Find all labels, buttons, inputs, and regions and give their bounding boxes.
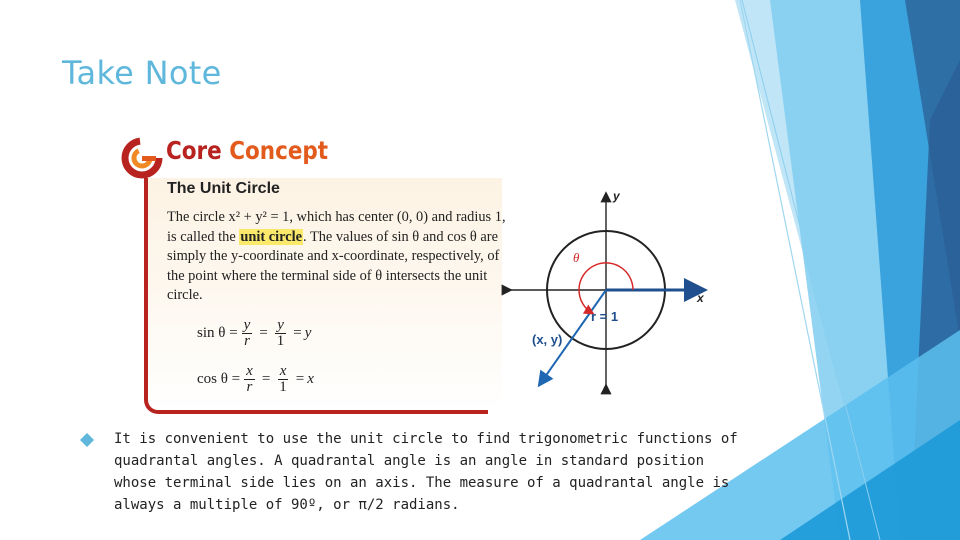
cosine-rhs: x — [307, 371, 314, 387]
bullet-text: It is convenient to use the unit circle to find trigonometric functions of quadrantal angles. A quadrantal angle is an angle in standard position whose terminal side lies on an axis. The measure of a quadrantal angle is always a multiple of 90º, or π/2 radians. — [114, 431, 738, 513]
sine-rhs: y — [304, 325, 312, 341]
angle-label: θ — [573, 250, 580, 265]
sine-fraction-2: $\frac{y}{1}$ — [276, 317, 285, 349]
definition-text-start: The circle x² + y² = 1, which has center (0, 0) and radius 1, is called the — [167, 209, 506, 245]
y-axis-label: y — [613, 189, 620, 203]
slide-title: Take Note — [62, 54, 222, 92]
definition-text-end: . The values of sin θ and cos θ are simply the y-coordinate and x-coordinate, respectively, of the point where the terminal side of θ intersects the unit circle. — [167, 228, 500, 304]
sine-equation: sin θ = $\frac{y}{r}$ = $\frac{y}{1}$ = y — [197, 317, 312, 349]
core-concept-label-word2: Concept — [229, 136, 329, 165]
unit-circle-highlight: unit circle — [240, 228, 303, 245]
radius-label: r = 1 — [591, 309, 619, 324]
unit-circle-heading: The Unit Circle — [167, 180, 280, 197]
cosine-fraction-2: $\frac{x}{1}$ — [279, 363, 287, 395]
diamond-bullet-icon — [78, 431, 96, 449]
x-axis-label: x — [697, 291, 704, 305]
bullet-item — [78, 428, 750, 516]
cosine-equation: cos θ = $\frac{x}{r}$ = $\frac{x}{1}$ = x — [197, 363, 314, 395]
sine-lhs: sin θ = — [197, 325, 238, 341]
cosine-fraction-1: $\frac{x}{r}$ — [246, 363, 253, 395]
core-concept-figure — [112, 128, 737, 418]
core-concept-label-word1: Core — [166, 136, 222, 165]
cosine-lhs: cos θ = — [197, 371, 241, 387]
sine-fraction-1: $\frac{y}{r}$ — [243, 317, 251, 349]
point-label: (x, y) — [532, 332, 563, 347]
unit-circle-diagram — [112, 128, 737, 418]
